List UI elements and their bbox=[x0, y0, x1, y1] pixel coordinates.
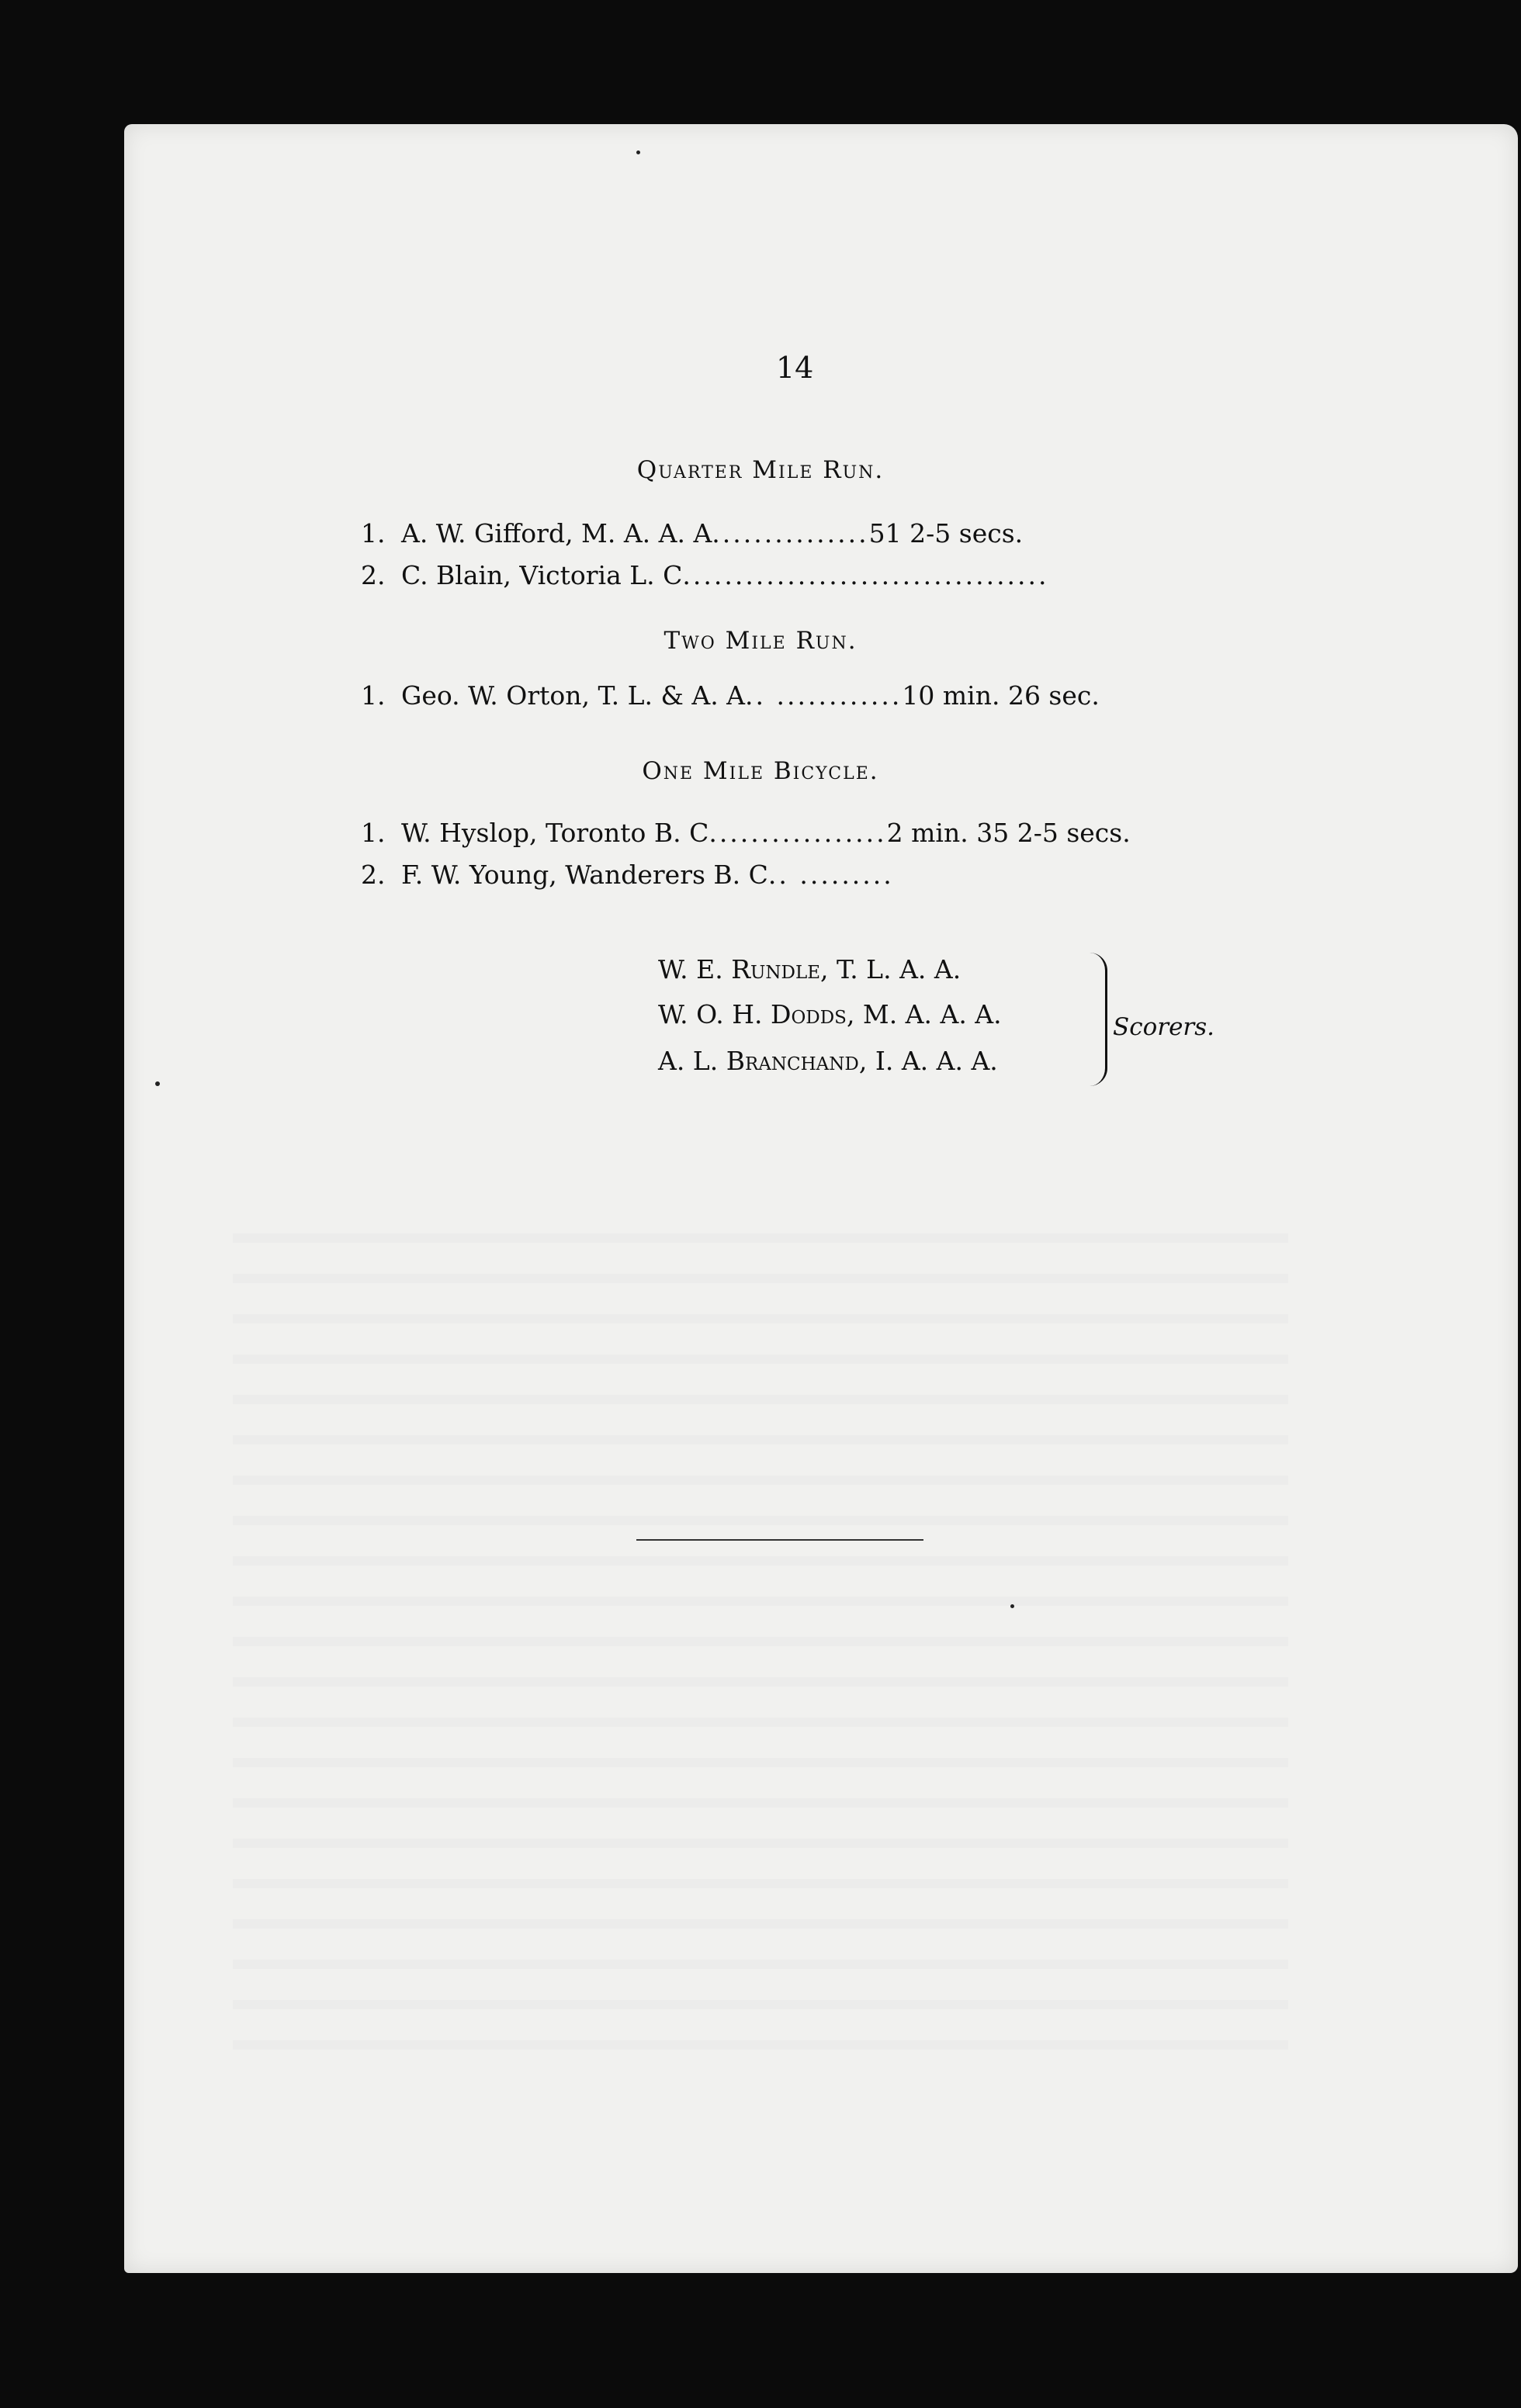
leader-dots: ............... bbox=[712, 518, 869, 548]
scorer-name: W. E. Rundle, T. L. A. A. bbox=[658, 954, 961, 984]
dust-speck bbox=[155, 1081, 160, 1086]
result-name: W. Hyslop, Toronto B. C bbox=[401, 818, 709, 848]
result-row bbox=[361, 860, 894, 890]
result-time: 10 min. 26 sec. bbox=[902, 680, 1100, 711]
section-heading-one-mile-bicycle: One Mile Bicycle. bbox=[642, 757, 879, 785]
result-row bbox=[361, 560, 1049, 590]
result-time: 2 min. 35 2-5 secs. bbox=[886, 818, 1131, 848]
dust-speck bbox=[636, 150, 640, 154]
result-row bbox=[361, 518, 1023, 548]
section-heading-two-mile-run: Two Mile Run. bbox=[663, 627, 858, 655]
bleed-through-text bbox=[233, 1202, 1288, 2056]
scorers-label: Scorers. bbox=[1113, 1013, 1215, 1041]
result-place: 1. bbox=[361, 518, 386, 548]
horizontal-rule bbox=[636, 1539, 923, 1541]
result-place: 2. bbox=[361, 560, 386, 590]
scorer-name: A. L. Branchand, I. A. A. A. bbox=[658, 1046, 998, 1076]
result-place: 1. bbox=[361, 680, 386, 711]
result-name: Geo. W. Orton, T. L. & A. A bbox=[401, 680, 746, 711]
scorers-brace bbox=[1090, 953, 1107, 1086]
dust-speck bbox=[1010, 1604, 1014, 1608]
section-heading-quarter-mile-run: Quarter Mile Run. bbox=[636, 456, 885, 484]
result-name: F. W. Young, Wanderers B. C bbox=[401, 860, 768, 890]
leader-dots: ................................... bbox=[682, 560, 1049, 590]
result-name: A. W. Gifford, M. A. A. A bbox=[401, 518, 712, 548]
result-row bbox=[361, 680, 1100, 711]
result-place: 2. bbox=[361, 860, 386, 890]
result-place: 1. bbox=[361, 818, 386, 848]
leader-dots: ................. bbox=[709, 818, 887, 848]
leader-dots: .. ......... bbox=[767, 860, 894, 890]
leader-dots: .. ............ bbox=[745, 680, 903, 711]
result-time: 51 2-5 secs. bbox=[868, 518, 1024, 548]
result-name: C. Blain, Victoria L. C bbox=[401, 560, 683, 590]
scorer-name: W. O. H. Dodds, M. A. A. A. bbox=[658, 999, 1002, 1029]
page-number: 14 bbox=[776, 351, 814, 385]
result-row bbox=[361, 818, 1131, 848]
